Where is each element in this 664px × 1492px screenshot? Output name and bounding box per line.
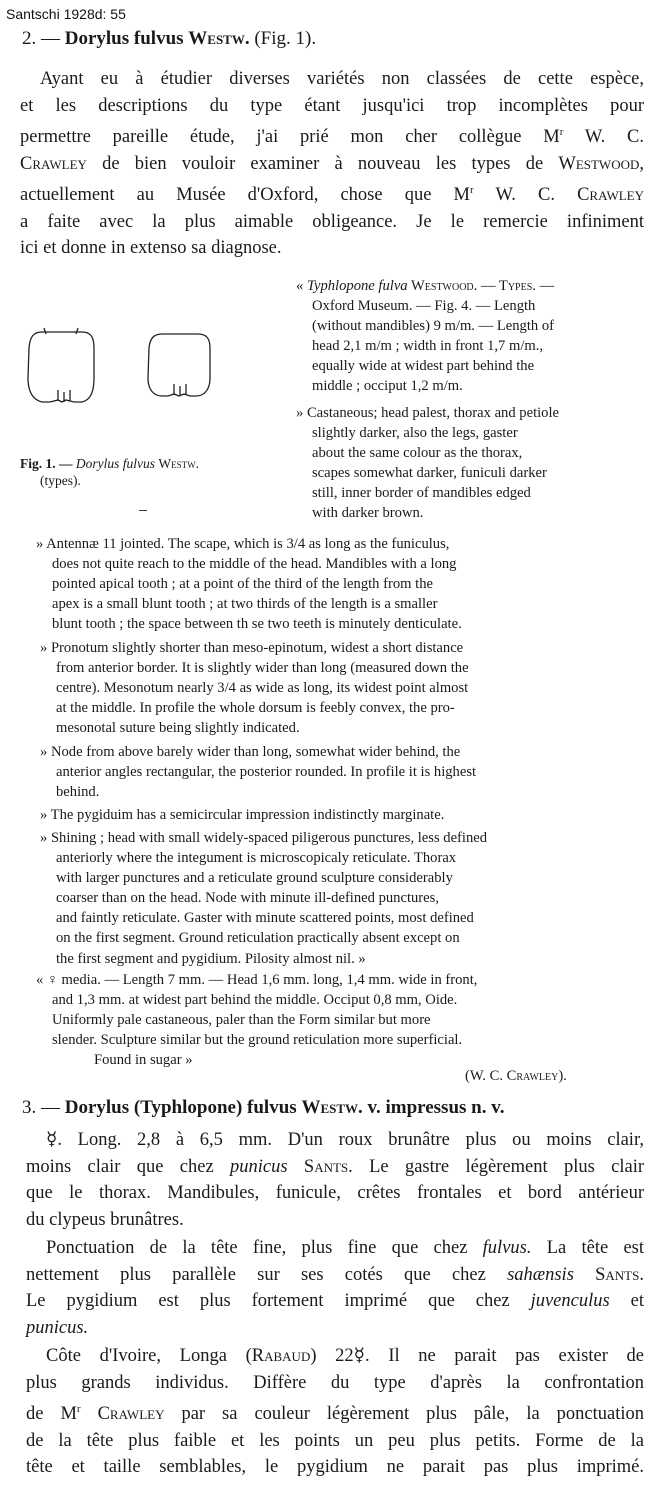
text-line: slightly darker, also the legs, gaster <box>312 425 518 442</box>
text-line: « ♀ media. — Length 7 mm. — Head 1,6 mm. long, 1,4 mm. wide in front, <box>36 972 478 988</box>
text-line: Ponctuation de la tête fine, plus fine que chez fulvus. La tête est <box>46 1238 644 1258</box>
section-3-paragraph-1 <box>26 1127 644 1233</box>
quote-media-paragraph <box>36 970 642 1070</box>
text-line: Ayant eu à étudier diverses variétés non classées de cette espèce, <box>40 69 644 89</box>
text-line: middle ; occiput 1,2 m/m. <box>312 378 463 395</box>
text-line: and faintly reticulate. Gaster with minute scattered points, most defined <box>56 910 474 927</box>
text-line: still, inner border of mandibles edged <box>312 485 531 502</box>
text-line: plus grands individus. Diffère du type d'après la confrontation <box>26 1372 644 1393</box>
text-line: head 2,1 m/m ; width in front 1,7 m/m., <box>312 338 544 355</box>
quote-pronotum-paragraph <box>40 638 642 738</box>
section-3-title: Dorylus (Typhlopone) fulvus <box>64 1097 297 1118</box>
quote-types-paragraph <box>296 276 624 397</box>
section-3-nv: n. v. <box>471 1097 505 1118</box>
quote-node-paragraph <box>40 742 642 802</box>
text-line: the first segment and pygidium. Pilosity almost nil. » <box>56 950 366 967</box>
text-line: permettre pareille étude, j'ai prié mon cher collègue $M^r$ W. C. <box>20 126 644 148</box>
section-2-fig-ref: (Fig. 1). <box>254 28 317 49</box>
text-line: actuellement au Musée d'Oxford, chose que $M^r$ W. C. Crawley <box>20 184 644 206</box>
stray-dash <box>139 510 147 511</box>
text-line: from anterior border. It is slightly wider than long (measured down the <box>56 660 469 677</box>
section-2-number: 2. — <box>22 28 60 49</box>
text-line: Crawley de bien vouloir examiner à nouveau les types de Westwood, <box>20 153 644 174</box>
caption-note: (types). <box>40 473 81 488</box>
figure-1-caption <box>20 455 260 489</box>
text-line: about the same colour as the thorax, <box>312 445 523 462</box>
text-line: blunt tooth ; the space between th se two teeth is minutely denticulate. <box>52 616 462 633</box>
text-line: a faite avec la plus aimable obligeance. Je le remercie infiniment <box>20 211 644 232</box>
text-line: Oxford Museum. — Fig. 4. — Length <box>312 298 536 315</box>
page-citation: Santschi 1928d: 55 <box>6 6 126 22</box>
text-line: with darker brown. <box>312 505 424 522</box>
quote-castaneous-paragraph <box>296 403 624 524</box>
text-line: at the middle. In profile the whole dorsum is feebly convex, the pro- <box>56 700 455 717</box>
text-line: mesonotal suture being slightly indicated. <box>56 720 300 737</box>
section-2-paragraph <box>20 66 644 262</box>
text-line: Le pygidium est plus fortement imprimé que chez juvenculus et <box>26 1291 644 1311</box>
text-line: and 1,3 mm. at widest part behind the middle. Occiput 0,8 mm, Oide. <box>52 992 458 1009</box>
text-line: » Shining ; head with small widely-spaced piligerous punctures, less defined <box>40 830 488 846</box>
text-line: » Pronotum slightly shorter than meso-epinotum, widest a short distance <box>40 640 464 656</box>
section-3-variety: v. impressus <box>367 1097 467 1118</box>
text-line: Found in sugar » <box>94 1052 193 1069</box>
text-line: slender. Sculpture similar but the ground reticulation more superficial. <box>52 1032 463 1049</box>
text-line: anteriorly where the integument is microscopicaly reticulate. Thorax <box>56 850 457 867</box>
text-line: apex is a small blunt tooth ; at two thirds of the length is a smaller <box>52 596 438 613</box>
caption-label: Fig. 1. — <box>20 456 73 471</box>
quote-credit: (W. C. Crawley). <box>465 1068 567 1084</box>
section-3-heading <box>22 1097 504 1119</box>
text-line: « Typhlopone fulva Westwood. — Types. — <box>296 278 555 294</box>
head-outline-drawings <box>14 318 224 428</box>
figure-1-drawing <box>14 318 224 428</box>
quote-shining-paragraph <box>40 828 642 969</box>
text-line: moins clair que chez punicus Sants. Le gastre légèrement plus clair <box>26 1156 644 1177</box>
text-line: tête et taille semblables, le pygidium ne parait pas plus imprimé. <box>26 1457 644 1478</box>
quote-pygidium-paragraph <box>40 805 642 825</box>
text-line: de $M^r$ Crawley par sa couleur légèrement plus pâle, la ponctuation <box>26 1403 644 1425</box>
text-line: with larger punctures and a reticulate ground sculpture considerably <box>56 870 453 887</box>
text-line: equally wide at widest part behind the <box>312 358 535 375</box>
text-line: Uniformly pale castaneous, paler than the Form similar but more <box>52 1012 431 1029</box>
text-line: punicus. <box>26 1317 89 1338</box>
section-2-author: Westw. <box>188 28 250 49</box>
text-line: » The pygiduim has a semicircular impression indistinctly marginate. <box>40 807 445 823</box>
text-line: ☿. Long. 2,8 à 6,5 mm. D'un roux brunâtre plus ou moins clair, <box>46 1130 644 1150</box>
text-line: ici et donne in extenso sa diagnose. <box>20 238 282 259</box>
text-line: que le thorax. Mandibules, funicule, crêtes frontales et bord antérieur <box>26 1183 644 1203</box>
text-line: du clypeus brunâtres. <box>26 1209 184 1230</box>
section-2-heading <box>22 28 316 50</box>
text-line: does not quite reach to the middle of the head. Mandibles with a long <box>52 556 457 573</box>
caption-species: Dorylus fulvus <box>75 456 155 471</box>
text-line: pointed apical tooth ; at a point of the third of the length from the <box>52 576 433 593</box>
quote-antennae-paragraph <box>36 534 624 634</box>
text-line: on the first segment. Ground reticulation practically absent except on <box>56 930 460 947</box>
text-line: anterior angles rectangular, the posterior rounded. In profile it is highest <box>56 764 477 781</box>
section-3-author: Westw. <box>301 1097 363 1118</box>
section-3-number: 3. — <box>22 1097 60 1118</box>
text-line: coarser than on the head. Node with minute ill-defined punctures, <box>56 890 439 907</box>
text-line: » Antennæ 11 jointed. The scape, which is 3/4 as long as the funiculus, <box>36 536 450 552</box>
caption-author: Westw. <box>158 456 199 471</box>
section-3-paragraph-2 <box>26 1235 644 1341</box>
text-line: et les descriptions du type étant jusqu'ici trop incomplètes pour <box>20 95 644 116</box>
section-3-paragraph-3 <box>26 1343 644 1481</box>
text-line: » Castaneous; head palest, thorax and petiole <box>296 405 560 421</box>
text-line: » Node from above barely wider than long, somewhat wider behind, the <box>40 744 461 760</box>
text-line: de la tête plus faible et les points un peu plus petits. Forme de la <box>26 1430 644 1451</box>
text-line: (without mandibles) 9 m/m. — Length of <box>312 318 554 335</box>
section-2-title: Dorylus fulvus <box>64 28 184 49</box>
text-line: behind. <box>56 784 100 801</box>
text-line: Côte d'Ivoire, Longa (Rabaud) 22☿. Il ne parait pas exister de <box>46 1346 644 1366</box>
text-line: centre). Mesonotum nearly 3/4 as wide as long, its widest point almost <box>56 680 469 697</box>
text-line: nettement plus parallèle sur ses cotés que chez sahænsis Sants. <box>26 1264 644 1285</box>
text-line: scapes somewhat darker, funiculi darker <box>312 465 547 482</box>
